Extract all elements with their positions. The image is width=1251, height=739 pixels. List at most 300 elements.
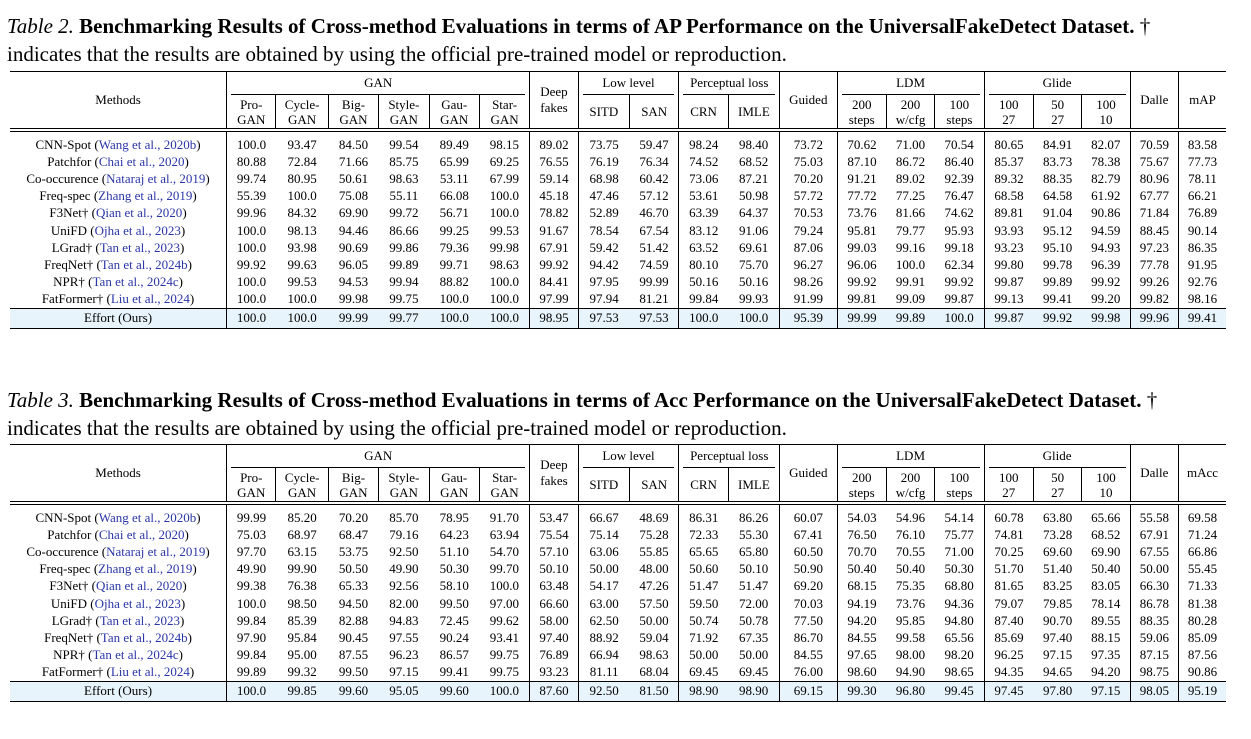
low-level-group-header: Low level <box>578 72 679 96</box>
table-cell: 54.17 <box>578 578 629 595</box>
table-cell: 100.0 <box>479 308 529 328</box>
table-cell: 67.41 <box>780 526 837 543</box>
table-cell: 99.70 <box>489 561 519 577</box>
citation-link[interactable]: Wang et al., 2020b <box>98 136 197 152</box>
method-name: UniFD (Ojha et al., 2023) <box>50 595 186 611</box>
citation-link[interactable]: Nataraj et al., 2019 <box>106 170 206 186</box>
method-name: CNN-Spot (Wang et al., 2020b) <box>35 136 201 152</box>
table-cell: 96.06 <box>837 256 886 273</box>
ldm-sub-header: 100 steps <box>935 468 984 503</box>
table-cell: 57.12 <box>639 188 669 204</box>
table-cell: 45.18 <box>530 188 578 205</box>
table-cell: 79.77 <box>895 222 926 238</box>
table-cell: 75.14 <box>578 526 629 543</box>
table-cell: 99.50 <box>439 595 469 611</box>
gan-sub-header: Big- GAN <box>328 468 378 503</box>
perceptual-sub-header: IMLE <box>728 468 779 503</box>
table-cell: 50.16 <box>679 274 728 291</box>
table-cell: 64.37 <box>739 205 769 221</box>
table-cell: 53.47 <box>530 509 578 526</box>
table-cell: 94.19 <box>837 595 886 612</box>
table-cell: 81.11 <box>578 664 629 682</box>
method-name: Freq-spec (Zhang et al., 2019) <box>39 188 197 204</box>
table-cell: 72.84 <box>287 153 317 169</box>
table-cell: 76.50 <box>837 526 886 543</box>
table-cell: 73.76 <box>837 205 886 222</box>
table-cell: 97.70 <box>227 543 276 560</box>
glide-group-header: Glide <box>984 445 1130 469</box>
table-row <box>10 578 1226 595</box>
table2-dagger: † <box>1139 14 1151 38</box>
table-cell: 51.47 <box>739 578 769 594</box>
table-cell: 100.0 <box>276 308 328 328</box>
table-row <box>10 256 1226 273</box>
perceptual-group-header: Perceptual loss <box>679 445 780 469</box>
table-cell: 94.93 <box>1091 239 1121 255</box>
table-cell: 50.60 <box>679 561 728 578</box>
table-cell: 89.02 <box>895 170 926 186</box>
table-cell: 75.03 <box>780 153 837 170</box>
table-cell: 80.95 <box>287 170 317 186</box>
citation-link[interactable]: Qian et al., 2020 <box>96 578 183 594</box>
table-cell: 89.49 <box>439 136 469 152</box>
table-cell: 98.63 <box>639 647 669 663</box>
citation-link[interactable]: Wang et al., 2020b <box>98 509 197 525</box>
table-cell: 99.91 <box>895 274 926 290</box>
citation-link[interactable]: Tan et al., 2024c <box>92 647 179 663</box>
table-cell: 81.65 <box>984 578 1033 595</box>
table-cell: 50.30 <box>439 561 469 577</box>
table2-note: indicates that the results are obtained by using the official pre-trained model or reproduction. <box>7 42 787 66</box>
metric-header: mAP <box>1179 72 1227 131</box>
table-cell: 98.26 <box>780 274 837 291</box>
table-cell: 80.10 <box>679 256 728 273</box>
table-cell: 88.15 <box>1091 629 1121 645</box>
table-cell: 95.81 <box>837 222 886 239</box>
table-cell: 63.52 <box>679 239 728 256</box>
table-cell: 97.55 <box>389 629 419 645</box>
table-cell: 76.00 <box>780 664 837 682</box>
table-cell: 98.95 <box>530 308 578 328</box>
table-cell: 99.20 <box>1091 291 1121 307</box>
table-cell: 99.71 <box>439 256 469 272</box>
table-cell: 69.90 <box>1091 543 1121 559</box>
table-cell: 92.50 <box>389 543 419 559</box>
table-cell: 100.0 <box>489 291 519 307</box>
dalle-header: Dalle <box>1130 445 1178 504</box>
gan-group-header: GAN <box>227 445 530 469</box>
table-row <box>10 509 1226 526</box>
table-cell: 59.04 <box>639 629 669 645</box>
table-cell: 99.89 <box>389 256 419 272</box>
table-cell: 51.42 <box>639 239 669 255</box>
table-cell: 99.92 <box>1091 274 1121 290</box>
low-level-group-header: Low level <box>578 445 679 469</box>
table-cell: 72.00 <box>739 595 769 611</box>
table-cell: 63.00 <box>578 595 629 612</box>
table-cell: 78.82 <box>530 205 578 222</box>
method-name: Patchfor (Chai et al., 2020) <box>47 153 189 169</box>
table-cell: 59.42 <box>578 239 629 256</box>
method-name: FatFormer† (Liu et al., 2024) <box>41 291 195 307</box>
table-cell: 50.61 <box>338 170 369 186</box>
table-cell: 71.84 <box>1130 205 1178 222</box>
table-cell: 99.87 <box>984 274 1033 291</box>
table-cell: 100.0 <box>227 274 276 291</box>
table-cell: 85.20 <box>287 509 317 525</box>
table-cell: 99.41 <box>1043 291 1073 307</box>
citation-link[interactable]: Ojha et al., 2023 <box>94 595 181 611</box>
table3-dagger: † <box>1146 388 1158 412</box>
table-cell: 99.16 <box>895 239 926 255</box>
table-cell: 65.56 <box>944 629 974 645</box>
table-cell: 51.70 <box>984 561 1033 578</box>
ours-row <box>10 308 1226 328</box>
table-cell: 80.88 <box>227 153 276 170</box>
citation-link[interactable]: Chai et al., 2020 <box>98 526 185 542</box>
table2 <box>10 71 1226 329</box>
table-cell: 76.34 <box>639 153 669 169</box>
table-cell: 96.80 <box>886 681 934 701</box>
table-cell: 97.45 <box>984 681 1033 701</box>
table-row <box>10 170 1226 187</box>
table-cell: 76.47 <box>944 188 974 204</box>
table-cell: 82.88 <box>338 612 369 628</box>
ldm-sub-header: 100 steps <box>935 95 984 130</box>
table-cell: 83.58 <box>1179 136 1227 153</box>
table-cell: 94.20 <box>837 612 886 629</box>
table-cell: 51.40 <box>1043 561 1073 577</box>
citation-link[interactable]: Tan et al., 2023 <box>99 239 181 255</box>
table-cell: 99.74 <box>227 170 276 187</box>
table-cell: 99.92 <box>944 274 974 290</box>
table-cell: 75.35 <box>895 578 926 594</box>
perceptual-sub-header: CRN <box>679 95 728 130</box>
table-cell: 83.12 <box>679 222 728 239</box>
table-cell: 74.52 <box>679 153 728 170</box>
table-row <box>10 561 1226 578</box>
citation-link[interactable]: Chai et al., 2020 <box>98 153 185 169</box>
table-cell: 76.89 <box>1179 205 1227 222</box>
ldm-sub-header: 200 w/cfg <box>886 95 934 130</box>
table-cell: 71.00 <box>944 543 974 559</box>
table-cell: 67.77 <box>1130 188 1178 205</box>
table-cell: 100.0 <box>227 239 276 256</box>
table-cell: 69.15 <box>780 681 837 701</box>
table-cell: 99.99 <box>328 308 378 328</box>
table-cell: 87.10 <box>837 153 886 170</box>
table-cell: 71.92 <box>679 629 728 646</box>
table-cell: 80.65 <box>984 136 1033 153</box>
table-cell: 50.00 <box>639 612 669 628</box>
table-cell: 67.35 <box>739 629 769 645</box>
method-name: FatFormer† (Liu et al., 2024) <box>41 664 195 680</box>
table-cell: 61.92 <box>1091 188 1121 204</box>
table-cell: 67.55 <box>1130 543 1178 560</box>
table-cell: 73.76 <box>895 595 926 611</box>
table-cell: 87.15 <box>1130 647 1178 664</box>
table-cell: 90.70 <box>1043 612 1073 628</box>
table-cell: 50.50 <box>338 561 369 577</box>
citation-link[interactable]: Qian et al., 2020 <box>96 205 183 221</box>
glide-sub-header: 100 10 <box>1082 95 1130 130</box>
citation-link[interactable]: Zhang et al., 2019 <box>98 561 193 577</box>
table-cell: 97.00 <box>489 595 519 611</box>
table-cell: 78.54 <box>578 222 629 239</box>
table-cell: 95.85 <box>895 612 926 628</box>
gan-sub-header: Star- GAN <box>479 468 529 503</box>
table-cell: 96.23 <box>389 647 419 663</box>
table-cell: 71.24 <box>1179 526 1227 543</box>
table-cell: 66.08 <box>439 188 469 204</box>
table-cell: 63.15 <box>287 543 317 559</box>
table-cell: 73.28 <box>1043 526 1073 542</box>
table-cell: 74.59 <box>639 256 669 272</box>
low-level-sub-header: SITD <box>578 468 629 503</box>
table-cell: 65.66 <box>1091 509 1121 525</box>
citation-link[interactable]: Tan et al., 2023 <box>99 612 181 628</box>
table-cell: 65.33 <box>338 578 369 594</box>
table-cell: 100.0 <box>489 578 519 594</box>
ours-row <box>10 681 1226 701</box>
table-cell: 99.75 <box>389 291 419 307</box>
table-cell: 81.66 <box>895 205 926 221</box>
table-cell: 90.45 <box>338 629 369 645</box>
table-cell: 63.06 <box>578 543 629 560</box>
ldm-group-header: LDM <box>837 445 984 469</box>
table-cell: 97.80 <box>1033 681 1081 701</box>
ldm-sub-header: 200 steps <box>837 468 886 503</box>
table-cell: 97.90 <box>227 629 276 646</box>
table-cell: 86.57 <box>439 647 469 663</box>
table-cell: 95.19 <box>1179 681 1227 701</box>
table-cell: 50.10 <box>739 561 769 577</box>
table-cell: 67.91 <box>530 239 578 256</box>
table-cell: 99.98 <box>338 291 369 307</box>
gan-sub-header: Star- GAN <box>479 95 529 130</box>
table-cell: 89.81 <box>984 205 1033 222</box>
ldm-sub-header: 200 steps <box>837 95 886 130</box>
table-cell: 100.0 <box>287 291 317 307</box>
table-cell: 79.85 <box>1043 595 1073 611</box>
table-cell: 70.70 <box>837 543 886 560</box>
table-cell: 69.20 <box>780 578 837 595</box>
table-cell: 70.54 <box>944 136 974 152</box>
table-cell: 99.87 <box>984 308 1033 328</box>
table-cell: 49.90 <box>389 561 419 577</box>
table-cell: 97.15 <box>1043 647 1073 663</box>
citation-link[interactable]: Tan et al., 2024b <box>100 256 188 272</box>
glide-sub-header: 50 27 <box>1033 95 1081 130</box>
method-name: NPR† (Tan et al., 2024c) <box>53 647 183 663</box>
table-cell: 76.38 <box>287 578 317 594</box>
table-cell: 99.82 <box>1130 291 1178 309</box>
table3-label: Table 3. <box>7 388 74 412</box>
table-cell: 82.07 <box>1091 136 1121 152</box>
table-cell: 71.66 <box>338 153 369 169</box>
table-cell: 89.55 <box>1091 612 1121 628</box>
table-cell: 91.06 <box>739 222 769 238</box>
table-cell: 99.30 <box>837 681 886 701</box>
gan-group-header: GAN <box>227 72 530 96</box>
table-cell: 50.00 <box>679 647 728 664</box>
table-cell: 54.96 <box>895 509 926 525</box>
table-cell: 82.00 <box>389 595 419 611</box>
table-cell: 73.72 <box>780 136 837 153</box>
table-cell: 84.91 <box>1043 136 1073 152</box>
table-cell: 85.75 <box>389 153 419 169</box>
table-cell: 98.90 <box>728 681 779 701</box>
table-cell: 99.84 <box>679 291 728 309</box>
table-cell: 98.75 <box>1130 664 1178 682</box>
method-name: FreqNet† (Tan et al., 2024b) <box>44 629 192 645</box>
table-cell: 74.62 <box>944 205 974 221</box>
method-name: NPR† (Tan et al., 2024c) <box>53 274 183 290</box>
table-cell: 97.40 <box>1043 629 1073 645</box>
table-cell: 98.20 <box>944 647 974 663</box>
table-cell: 99.90 <box>287 561 317 577</box>
table-cell: 85.70 <box>389 509 419 525</box>
table-cell: 99.89 <box>886 308 934 328</box>
table-cell: 98.60 <box>837 664 886 682</box>
table-cell: 100.0 <box>287 188 317 204</box>
glide-sub-header: 100 10 <box>1082 468 1130 503</box>
table-cell: 94.36 <box>944 595 974 611</box>
table-cell: 98.05 <box>1130 681 1178 701</box>
citation-link[interactable]: Tan et al., 2024b <box>100 629 188 645</box>
table-cell: 98.63 <box>489 256 519 272</box>
table-cell: 100.0 <box>489 205 519 221</box>
citation-link[interactable]: Liu et al., 2024 <box>110 664 190 680</box>
table-cell: 99.98 <box>1082 308 1130 328</box>
table-cell: 91.04 <box>1043 205 1073 221</box>
ldm-group-header: LDM <box>837 72 984 96</box>
table-cell: 56.71 <box>439 205 469 221</box>
table-row <box>10 647 1226 664</box>
table-cell: 99.77 <box>379 308 429 328</box>
table-cell: 70.20 <box>338 509 369 525</box>
gan-sub-header: Big- GAN <box>328 95 378 130</box>
table-cell: 91.21 <box>837 170 886 187</box>
citation-link[interactable]: Ojha et al., 2023 <box>94 222 181 238</box>
citation-link[interactable]: Zhang et al., 2019 <box>98 188 193 204</box>
table-cell: 88.82 <box>439 274 469 290</box>
table-cell: 64.23 <box>439 526 469 542</box>
gan-sub-header: Style- GAN <box>379 468 429 503</box>
table-cell: 99.13 <box>984 291 1033 309</box>
table-cell: 85.39 <box>287 612 317 628</box>
table-cell: 62.34 <box>944 256 974 272</box>
table-cell: 79.24 <box>780 222 837 239</box>
metric-header: mAcc <box>1179 445 1227 504</box>
table-cell: 48.69 <box>639 509 669 525</box>
table-row <box>10 222 1226 239</box>
table-cell: 70.20 <box>780 170 837 187</box>
gan-sub-header: Pro- GAN <box>227 95 276 130</box>
table-cell: 87.60 <box>530 681 578 701</box>
table-cell: 73.75 <box>578 136 629 153</box>
table-cell: 99.84 <box>227 647 276 664</box>
table-cell: 98.40 <box>739 136 769 152</box>
table-cell: 50.98 <box>739 188 769 204</box>
table-cell: 57.72 <box>780 188 837 205</box>
table-cell: 84.32 <box>287 205 317 221</box>
table-cell: 99.03 <box>837 239 886 256</box>
table-cell: 84.50 <box>338 136 369 152</box>
low-level-sub-header: SAN <box>630 468 679 503</box>
table-cell: 70.25 <box>984 543 1033 560</box>
table-cell: 55.30 <box>739 526 769 542</box>
table2-title: Benchmarking Results of Cross-method Evaluations in terms of AP Performance on the UniversalFakeDetect Dataset. <box>79 14 1135 38</box>
table-cell: 100.0 <box>227 595 276 612</box>
table-cell: 70.55 <box>895 543 926 559</box>
table-cell: 86.66 <box>389 222 419 238</box>
table-cell: 91.95 <box>1179 256 1227 273</box>
table-row <box>10 629 1226 646</box>
methods-header: Methods <box>10 72 227 131</box>
table-cell: 100.0 <box>227 136 276 153</box>
glide-sub-header: 100 27 <box>984 95 1033 130</box>
table-cell: 86.70 <box>780 629 837 646</box>
table-cell: 70.59 <box>1130 136 1178 153</box>
table-cell: 96.27 <box>780 256 837 273</box>
table-cell: 76.10 <box>895 526 926 542</box>
ldm-sub-header: 200 w/cfg <box>886 468 934 503</box>
table-cell: 65.65 <box>679 543 728 560</box>
table-row <box>10 612 1226 629</box>
citation-link[interactable]: Tan et al., 2024c <box>92 274 179 290</box>
table-cell: 92.50 <box>578 681 629 701</box>
table-cell: 87.40 <box>984 612 1033 629</box>
table-cell: 94.80 <box>944 612 974 628</box>
table-cell: 78.11 <box>1179 170 1227 187</box>
table-cell: 97.95 <box>578 274 629 291</box>
table-cell: 99.09 <box>895 291 926 307</box>
table-cell: 99.92 <box>837 274 886 291</box>
table-cell: 93.23 <box>530 664 578 682</box>
table-cell: 98.90 <box>679 681 728 701</box>
table-cell: 100.0 <box>489 188 519 204</box>
table-cell: 99.98 <box>489 239 519 255</box>
table-cell: 86.78 <box>1130 595 1178 612</box>
table-cell: 82.79 <box>1091 170 1121 186</box>
glide-sub-header: 100 27 <box>984 468 1033 503</box>
table-cell: 79.07 <box>984 595 1033 612</box>
table-cell: 88.45 <box>1130 222 1178 239</box>
table-cell: 100.0 <box>479 681 529 701</box>
table-cell: 54.14 <box>944 509 974 525</box>
table-cell: 55.85 <box>639 543 669 559</box>
table-cell: 48.00 <box>639 561 669 577</box>
citation-link[interactable]: Liu et al., 2024 <box>110 291 190 307</box>
table-cell: 98.00 <box>895 647 926 663</box>
table-cell: 71.00 <box>895 136 926 152</box>
method-name: F3Net† (Qian et al., 2020) <box>49 205 187 221</box>
table-cell: 69.25 <box>489 153 519 169</box>
table-cell: 90.86 <box>1179 664 1227 682</box>
table-cell: 49.90 <box>227 561 276 578</box>
table-cell: 58.10 <box>439 578 469 594</box>
table-cell: 77.25 <box>895 188 926 204</box>
table-cell: 68.80 <box>944 578 974 594</box>
table-cell: 98.50 <box>287 595 317 611</box>
table-cell: 99.81 <box>837 291 886 309</box>
table-cell: 68.15 <box>837 578 886 595</box>
method-name: Co-occurence (Nataraj et al., 2019) <box>26 170 210 186</box>
method-name: FreqNet† (Tan et al., 2024b) <box>44 256 192 272</box>
citation-link[interactable]: Nataraj et al., 2019 <box>106 543 206 559</box>
table-cell: 50.00 <box>739 647 769 663</box>
